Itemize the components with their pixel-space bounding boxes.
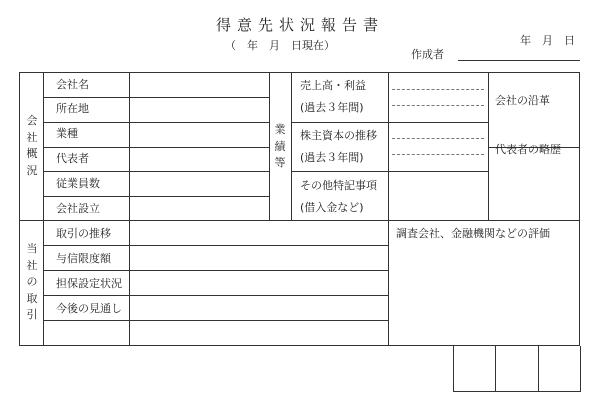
company-name-label: 会社名 (56, 78, 89, 91)
row-line (43, 196, 269, 197)
stamp-box[interactable] (539, 346, 581, 392)
label-column-divider (43, 73, 44, 345)
company-section-label: 会 社 概 況 (26, 114, 38, 177)
stamp-box[interactable] (453, 346, 496, 392)
credit-limit-label: 与信限度額 (56, 252, 111, 265)
form-title: 得意先状況報告書 (215, 16, 384, 34)
evaluation-label: 調査会社、金融機関などの評価 (396, 227, 550, 240)
industry-label: 業種 (56, 127, 78, 140)
created-date: 年 月 日 (520, 34, 575, 47)
row-line (43, 171, 269, 172)
author-label: 作成者 (411, 48, 444, 61)
row-line (291, 122, 488, 123)
ceo-bio-label: 代表者の略歴 (495, 143, 561, 156)
equity-note: (過去３年間) (300, 151, 364, 164)
row-line (43, 147, 269, 148)
other-notes-note: (借入金など) (300, 201, 364, 214)
performance-section-label: 業 績 等 (274, 123, 286, 169)
other-notes-label: その他特記事項 (300, 179, 377, 192)
dashed-line (392, 138, 484, 139)
report-date: （ 年 月 日現在） (225, 39, 335, 52)
employees-label: 従業員数 (56, 177, 100, 190)
dashed-line (392, 105, 484, 106)
collateral-label: 担保設定状況 (56, 277, 122, 290)
equity-label: 株主資本の推移 (300, 129, 377, 142)
outlook-label: 今後の見通し (56, 302, 122, 315)
company-history-label: 会社の沿革 (495, 94, 550, 107)
row-line (43, 97, 269, 98)
transaction-trend-label: 取引の推移 (56, 227, 111, 240)
founded-label: 会社設立 (56, 202, 100, 215)
row-line (43, 270, 388, 271)
dashed-line (392, 89, 484, 90)
company-value-divider (269, 73, 270, 220)
transaction-section-label: 当 社 の 取 引 (26, 242, 38, 321)
row-line (43, 295, 388, 296)
stamp-box[interactable] (496, 346, 538, 392)
section-divider (20, 220, 579, 221)
sales-profit-label: 売上高・利益 (300, 79, 366, 92)
address-label: 所在地 (56, 102, 89, 115)
row-line (43, 122, 269, 123)
row-line (43, 320, 388, 321)
item-column-divider (129, 73, 130, 345)
report-table (19, 72, 580, 346)
dashed-line (392, 154, 484, 155)
author-field[interactable] (458, 60, 580, 61)
row-line (291, 171, 488, 172)
row-line (43, 245, 388, 246)
sales-profit-note: (過去３年間) (300, 101, 364, 114)
approval-stamp-boxes (453, 346, 581, 392)
performance-label-divider (291, 73, 292, 220)
representative-label: 代表者 (56, 152, 89, 165)
performance-item-divider (388, 73, 389, 345)
